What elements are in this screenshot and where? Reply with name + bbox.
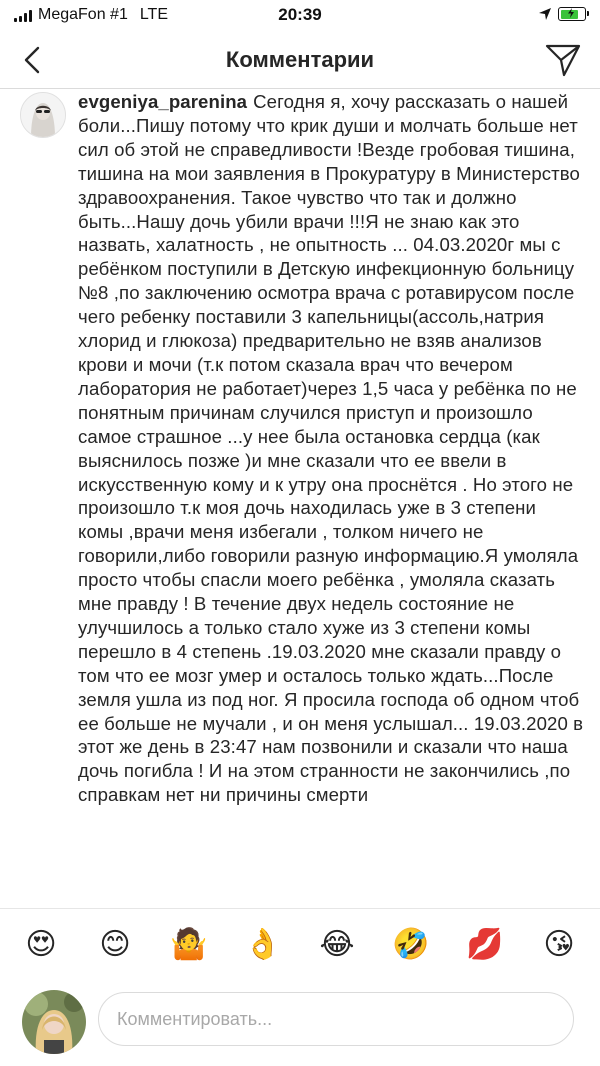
kiss-mark-emoji[interactable]: 💋 bbox=[466, 927, 504, 962]
location-arrow-icon bbox=[538, 7, 552, 21]
page-title: Комментарии bbox=[225, 47, 375, 72]
user-avatar bbox=[22, 990, 86, 1054]
emoji-quick-bar bbox=[0, 908, 600, 985]
commenter-avatar[interactable] bbox=[20, 92, 66, 138]
comment-input[interactable] bbox=[98, 992, 574, 1046]
carrier-name: MegaFon #1 bbox=[38, 6, 128, 23]
network-type: LTE bbox=[139, 6, 168, 23]
heart-eyes-emoji[interactable]: 😍 bbox=[25, 927, 57, 962]
comment-body bbox=[78, 90, 586, 807]
rofl-emoji[interactable]: 🤣 bbox=[392, 927, 430, 962]
paper-plane-icon[interactable] bbox=[544, 42, 582, 78]
tears-of-joy-emoji[interactable]: 😂 bbox=[319, 927, 355, 962]
status-time: 20:39 bbox=[278, 5, 322, 24]
status-right bbox=[538, 7, 586, 21]
blowing-kiss-emoji[interactable]: 😘 bbox=[543, 927, 575, 962]
shrug-emoji[interactable]: 🤷 bbox=[170, 927, 208, 962]
comment-username[interactable]: evgeniya_parenina bbox=[78, 91, 248, 112]
navigation-bar bbox=[0, 32, 600, 89]
comment bbox=[0, 88, 600, 908]
comment-text-part-2: ребёнком поступили в Детскую инфекционную больницу №8 ,по заключению осмотра врача с ротавирусом после чего ребенку поставили 3 капельницы(ассоль,натрия хлорид и глюкоза) предварительно не взяв анализов крови и мочи (т.к потом сказала врач что вечером лаборатория не работает)через 1,5 часа у ребёнка по не понятным причинам случился приступ и произошло самое страшное ...у нее была остановка сердца (как выяснилось позже )и мне сказали что ее ввели в искусственную кому и к утру она проснётся . Но этого не произошло т.к моя дочь находилась уже в 3 степени комы ,врачи меня избегали , толком ничего не говорили,либо говорили разную информацию.Я умоляла просто чтобы спасли моего ребёнка , умоляла сказать мне правду ! В течение двух недель состояние не улучшилось а только стало хуже из 3 степени комы перешло в 4 степень .19.03.2020 мне сказали правду о том что ее мозг умер и осталось только ждать...После земля ушла из под ног. Я просила господа об одном чтоб ее больше не мучали , и он меня услышал... 19.03.2020 в этот же день в 23:47 нам позвонили и сказали что наша дочь погибла ! И на этом странности не закончились ,по справкам нет ни причины смерти bbox=[78, 258, 584, 806]
battery-icon bbox=[558, 7, 586, 21]
status-bar bbox=[0, 0, 600, 32]
comment-text-part-1: Сегодня я, хочу рассказать о нашей боли...Пишу потому что крик души и молчать больше нет сил об этой не справедливости !Везде гробовая тишина, тишина на мои заявления в Прокуратуру в Министерство здравоохранения. Такое чувство что так и должно быть...Нашу дочь убили врачи !!!Я не знаю как это назвать, халатность , не опытность ... 04.03.2020г мы с bbox=[78, 91, 580, 256]
smile-emoji[interactable]: 😊 bbox=[99, 927, 131, 962]
comment-composer bbox=[0, 984, 600, 1066]
ok-hand-emoji[interactable]: 👌 bbox=[244, 927, 282, 962]
